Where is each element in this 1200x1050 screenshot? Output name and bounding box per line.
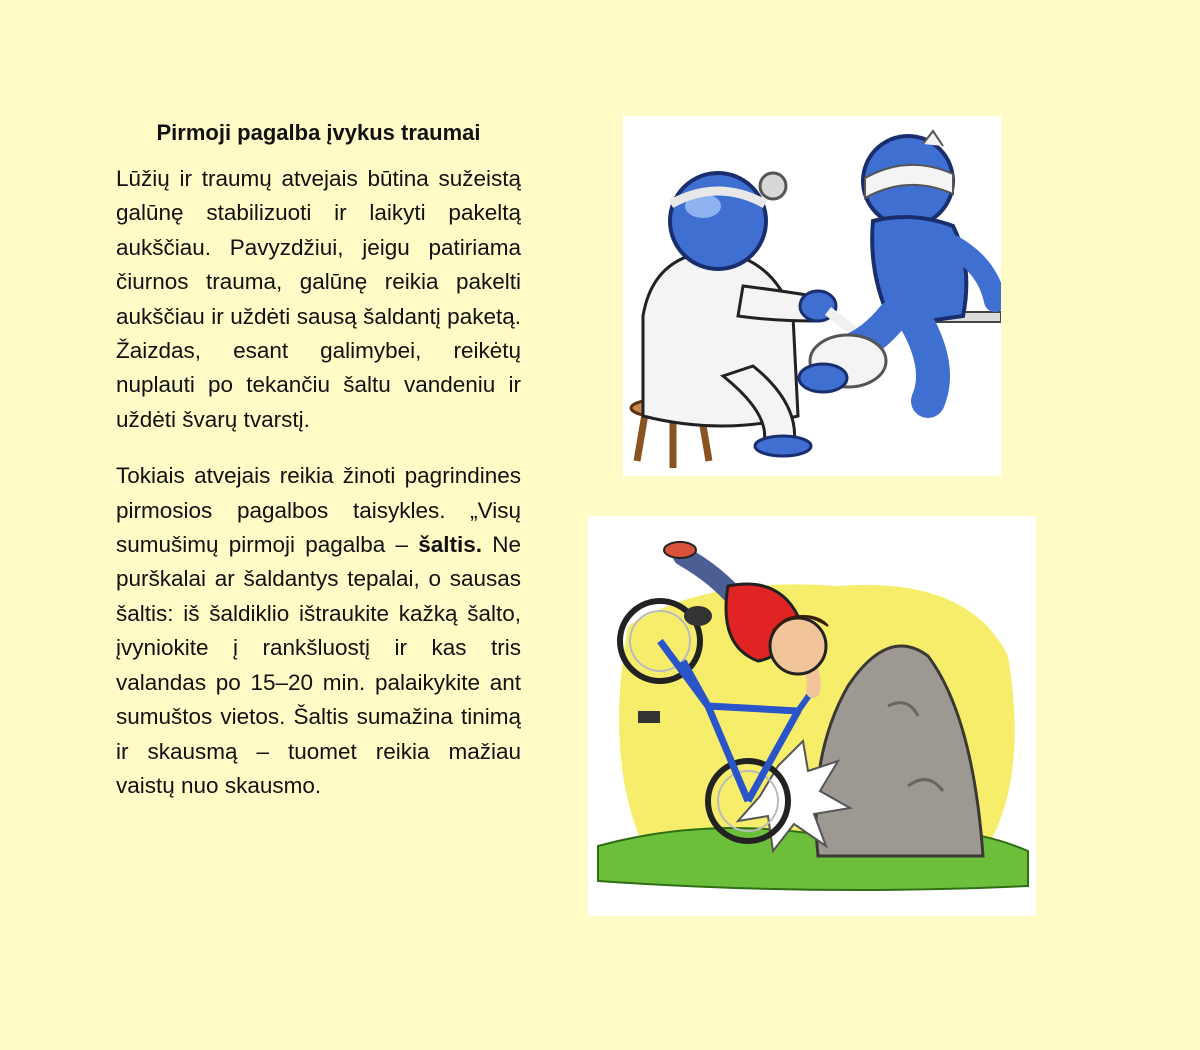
article-title: Pirmoji pagalba įvykus traumai bbox=[156, 120, 481, 145]
boy-bicycle-crash-illustration bbox=[588, 516, 1036, 916]
paragraph-2-text-before: Tokiais atvejais reikia žinoti pagrindines pirmosios pagalbos taisykles. „Visų sumušimų pirmoji pagalba – bbox=[116, 463, 521, 558]
article-text-column bbox=[116, 116, 521, 825]
paragraph-2-text-after: Ne purškalai ar šaldantys tepalai, o sausas šaltis: iš šaldiklio ištraukite kažką šalto, įvyniokite į rankšluostį ir kas tris valandas po 15–20 min. palaikykite ant sumuštos vietos. Šaltis sumažina tinimą ir skausmą – tuomet reikia mažiau vaistų nuo skausmo. bbox=[116, 532, 521, 798]
doctor-bandaging-drawing bbox=[623, 116, 1001, 476]
article-paragraph-2 bbox=[116, 459, 521, 803]
doctor-bandaging-illustration bbox=[623, 116, 1001, 476]
bicycle-crash-drawing bbox=[588, 516, 1036, 916]
paragraph-2-bold-text: šaltis. bbox=[418, 532, 483, 558]
article-paragraph-1: Lūžių ir traumų atvejais būtina sužeistą galūnę stabilizuoti ir laikyti pakeltą aukščiau. Pavyzdžiui, jeigu patiriama čiurnos trauma, galūnę reikia pakelti aukščiau ir uždėti sausą šaldantį paketą. Žaizdas, esant galimybei, reikėtų nuplauti po tekančiu šaltu vandeniu ir uždėti švarų tvarstį. bbox=[116, 166, 521, 432]
